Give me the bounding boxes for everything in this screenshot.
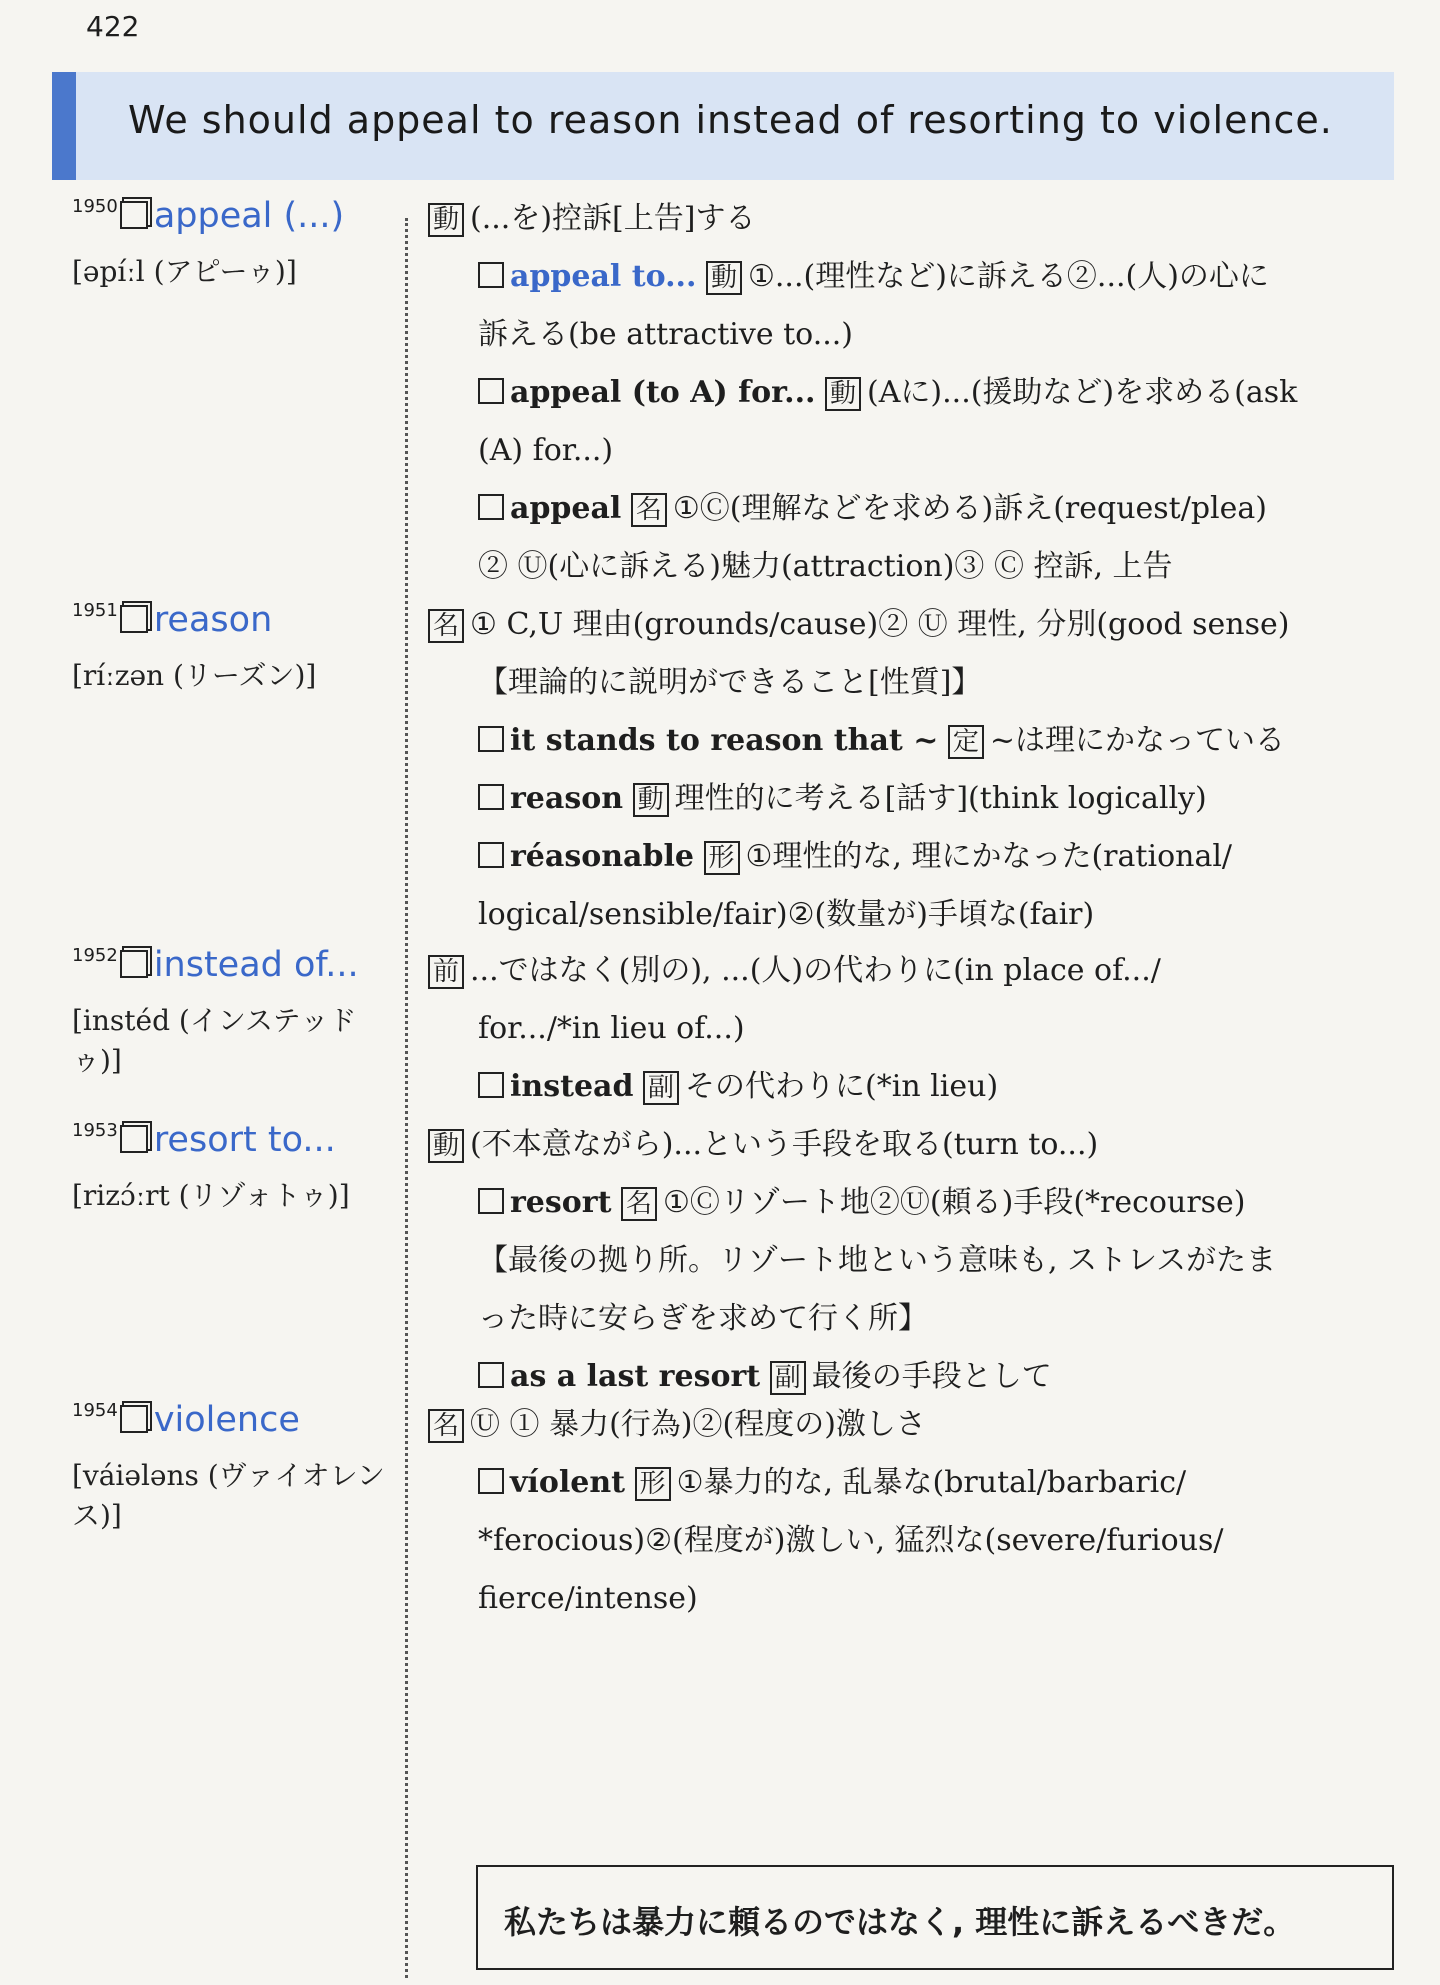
definition: ①Ⓒリゾート地②Ⓤ(頼る)手段(*recourse) xyxy=(663,1185,1246,1220)
checkbox-icon xyxy=(120,201,148,229)
phrase: as a last resort xyxy=(510,1359,761,1394)
key-sentence-banner xyxy=(52,72,1394,180)
definition: 理性的に考える[話す](think logically) xyxy=(674,781,1207,816)
definitions-instead-of xyxy=(428,942,1338,1116)
note: った時に安らぎを求めて行く所】 xyxy=(478,1301,928,1336)
key-sentence: We should appeal to reason instead of resorting to violence. xyxy=(128,98,1333,142)
pos-adj: 形 xyxy=(635,1467,671,1501)
entry-number: 1952 xyxy=(72,945,118,966)
phrase: it stands to reason that ~ xyxy=(510,723,939,758)
page-number: 422 xyxy=(86,10,140,43)
checkbox-icon xyxy=(478,1468,504,1494)
entry-number: 1951 xyxy=(72,600,118,621)
phrase: resort xyxy=(510,1185,612,1220)
phrase: víolent xyxy=(510,1465,625,1500)
definitions-violence xyxy=(428,1396,1338,1628)
definition: 最後の手段として xyxy=(811,1359,1052,1394)
banner-accent-bar xyxy=(52,72,76,180)
pronunciation: [əpíːl (アピーゥ)] xyxy=(72,255,297,288)
note: 【理論的に説明ができること[性質]】 xyxy=(478,665,982,700)
phrase: appeal (to A) for... xyxy=(510,375,816,410)
checkbox-icon xyxy=(120,605,148,633)
definition: (不本意ながら)...という手段を取る(turn to...) xyxy=(470,1127,1099,1162)
pos-verb: 動 xyxy=(706,261,742,295)
phrase: instead xyxy=(510,1069,634,1104)
entry-number: 1954 xyxy=(72,1400,118,1421)
definition-cont: fierce/intense) xyxy=(478,1581,698,1616)
entry-1954 xyxy=(72,1400,392,1534)
definition: ...ではなく(別の), ...(人)の代わりに(in place of.../ xyxy=(470,953,1161,988)
definitions-appeal xyxy=(428,190,1338,596)
definition: ①暴力的な, 乱暴な(brutal/barbaric/ xyxy=(676,1465,1187,1500)
pos-noun: 名 xyxy=(428,609,464,643)
definition-cont: logical/sensible/fair)②(数量が)手頃な(fair) xyxy=(478,897,1095,932)
headword: appeal (...) xyxy=(153,196,345,236)
checkbox-icon xyxy=(478,494,504,520)
checkbox-icon xyxy=(478,842,504,868)
pos-prep: 前 xyxy=(428,955,464,989)
entry-1950 xyxy=(72,196,392,290)
headword: reason xyxy=(153,600,273,640)
pos-set-phrase: 定 xyxy=(948,725,984,759)
checkbox-icon xyxy=(478,784,504,810)
definition: その代わりに(*in lieu) xyxy=(685,1069,999,1104)
checkbox-icon xyxy=(478,378,504,404)
headword: instead of... xyxy=(153,945,359,985)
pos-adv: 副 xyxy=(770,1361,806,1395)
pronunciation: [rizɔ́ːrt (リゾォトゥ)] xyxy=(72,1179,350,1212)
phrase: appeal to... xyxy=(510,259,697,294)
entry-number: 1950 xyxy=(72,196,118,217)
pronunciation: [ríːzən (リーズン)] xyxy=(72,659,317,692)
definition: ~は理にかなっている xyxy=(989,723,1286,758)
pos-noun: 名 xyxy=(428,1409,464,1443)
translation-text: 私たちは暴力に頼るのではなく, 理性に訴えるべきだ。 xyxy=(504,1903,1296,1941)
checkbox-icon xyxy=(478,1362,504,1388)
entry-1951 xyxy=(72,600,392,694)
definition: ①...(理性など)に訴える②...(人)の心に xyxy=(748,259,1269,294)
pos-adv: 副 xyxy=(643,1071,679,1105)
headword: resort to... xyxy=(153,1120,336,1160)
checkbox-icon xyxy=(120,950,148,978)
definition-cont: ② Ⓤ(心に訴える)魅力(attraction)③ Ⓒ 控訴, 上告 xyxy=(478,549,1173,584)
note: 【最後の拠り所。リゾート地という意味も, ストレスがたま xyxy=(478,1243,1277,1278)
pronunciation: [váiələns (ヴァイオレンス)] xyxy=(72,1459,385,1532)
checkbox-icon xyxy=(478,726,504,752)
checkbox-icon xyxy=(120,1125,148,1153)
definition: ① C,U 理由(grounds/cause)② Ⓤ 理性, 分別(good sense) xyxy=(470,607,1290,642)
definition: (...を)控訴[上告]する xyxy=(470,201,756,236)
entry-number: 1953 xyxy=(72,1120,118,1141)
pos-verb: 動 xyxy=(428,203,464,237)
pronunciation: [instéd (インステッドゥ)] xyxy=(72,1004,357,1077)
pos-noun: 名 xyxy=(631,493,667,527)
column-divider xyxy=(405,218,408,1978)
definition: Ⓤ ① 暴力(行為)②(程度の)激しさ xyxy=(470,1407,926,1442)
checkbox-icon xyxy=(120,1405,148,1433)
phrase: réasonable xyxy=(510,839,694,874)
definition-cont: 訴える(be attractive to...) xyxy=(478,317,854,352)
pos-verb: 動 xyxy=(633,783,669,817)
definition: ①Ⓒ(理解などを求める)訴え(request/plea) xyxy=(672,491,1267,526)
pos-verb: 動 xyxy=(825,377,861,411)
headword: violence xyxy=(153,1400,300,1440)
pos-verb: 動 xyxy=(428,1129,464,1163)
pos-noun: 名 xyxy=(621,1187,657,1221)
phrase: appeal xyxy=(510,491,622,526)
definitions-resort-to xyxy=(428,1116,1338,1406)
definition: (Aに)...(援助など)を求める(ask xyxy=(867,375,1298,410)
pos-adj: 形 xyxy=(704,841,740,875)
definitions-reason xyxy=(428,596,1338,944)
checkbox-icon xyxy=(478,1072,504,1098)
definition-cont: (A) for...) xyxy=(478,433,614,468)
entry-1953 xyxy=(72,1120,392,1214)
definition-cont: *ferocious)②(程度が)激しい, 猛烈な(severe/furious/ xyxy=(478,1523,1224,1558)
entry-1952 xyxy=(72,945,392,1079)
phrase: reason xyxy=(510,781,624,816)
checkbox-icon xyxy=(478,1188,504,1214)
translation-box xyxy=(476,1865,1394,1970)
definition: ①理性的な, 理にかなった(rational/ xyxy=(745,839,1233,874)
definition-cont: for.../*in lieu of...) xyxy=(478,1011,745,1046)
checkbox-icon xyxy=(478,262,504,288)
